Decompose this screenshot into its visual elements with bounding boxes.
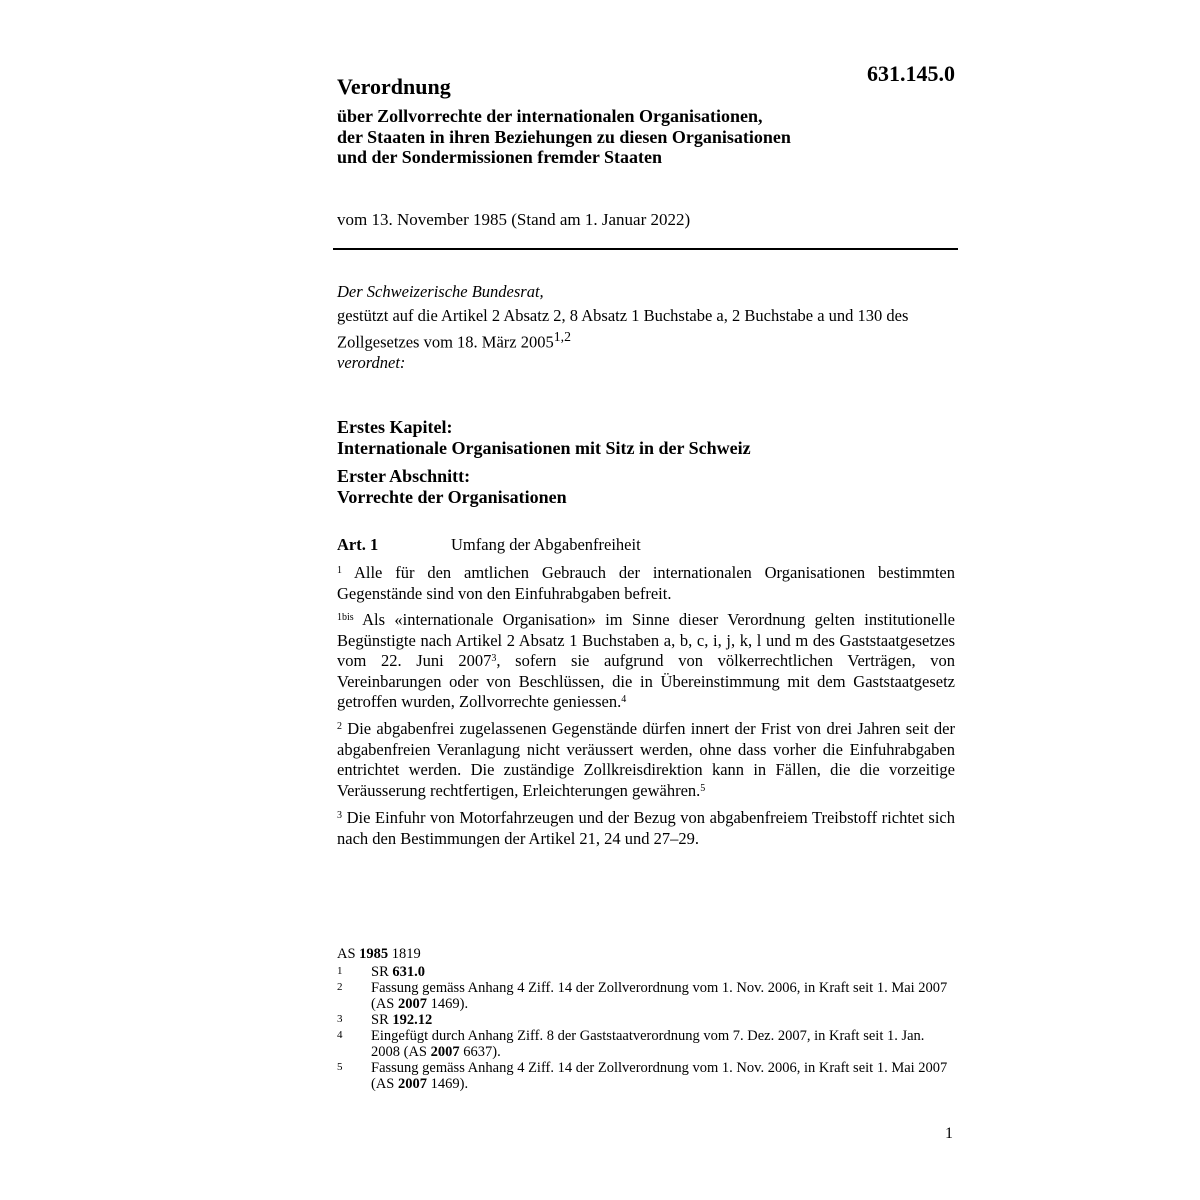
paragraph-text: Als «internationale Organisation» im Sinne dieser Verordnung gelten institutionelle Begünstigte nach Artikel 2 Absatz 1 Buchstaben a, b, c, i, j, k, l und m des Gaststaatgesetzes vom 22. Juni 2007 bbox=[337, 610, 955, 670]
footnote-text-part: Fassung gemäss Anhang 4 Ziff. 14 der Zollverordnung vom 1. Nov. 2006, in Kraft seit 1. Mai 2007 (AS bbox=[371, 1060, 948, 1092]
paragraph-marker: 1bis bbox=[337, 612, 354, 623]
footnote-ref[interactable]: 1,2 bbox=[553, 328, 571, 344]
footnote-text-bold: 2007 bbox=[398, 1076, 427, 1092]
paragraph-text: Die abgabenfrei zugelassenen Gegenstände dürfen innert der Frist von drei Jahren seit der abgabenfreien Veranlagung nicht veräussert werden, ohne dass vorher die Einfuhrabgaben entrichtet werden. Die zuständige Zollkreisdirektion kann in Fällen, die die vorzeitige Veräusserung rechtfertigen, Erleichterungen gewähren. bbox=[337, 719, 956, 800]
paragraph-marker: 3 bbox=[337, 810, 342, 821]
footnote-text-part: 1469). bbox=[427, 996, 469, 1012]
chapter-heading bbox=[337, 417, 751, 458]
footnote-number: 4 bbox=[337, 1029, 343, 1041]
footnotes-block bbox=[337, 946, 957, 1092]
subtitle-line: über Zollvorrechte der internationalen Organisationen, bbox=[337, 106, 763, 126]
footnote bbox=[337, 980, 957, 1012]
paragraph-marker: 2 bbox=[337, 721, 342, 732]
chapter-title: Internationale Organisationen mit Sitz in der Schweiz bbox=[337, 437, 751, 458]
footnote-text bbox=[371, 1060, 957, 1092]
preamble-decree: verordnet: bbox=[337, 353, 406, 372]
footnote-text-bold: 192.12 bbox=[392, 1012, 433, 1028]
subtitle-line: und der Sondermissionen fremder Staaten bbox=[337, 147, 663, 167]
document-subtitle bbox=[337, 106, 791, 168]
page-number: 1 bbox=[945, 1125, 953, 1142]
chapter-label: Erstes Kapitel: bbox=[337, 417, 453, 437]
date-line: vom 13. November 1985 (Stand am 1. Januar 2022) bbox=[337, 210, 691, 229]
article-paragraph bbox=[337, 719, 955, 801]
footnote-number: 5 bbox=[337, 1061, 343, 1073]
footnote bbox=[337, 1028, 957, 1060]
subtitle-line: der Staaten in ihren Beziehungen zu diesen Organisationen bbox=[337, 126, 791, 147]
footnote-ref[interactable]: 4 bbox=[621, 694, 627, 705]
footnote bbox=[337, 1060, 957, 1092]
footnote-text bbox=[371, 1012, 957, 1028]
footnote-text-bold: 631.0 bbox=[392, 964, 425, 980]
horizontal-rule bbox=[333, 248, 958, 250]
footnote-text-part: SR bbox=[371, 1012, 393, 1028]
article-number: Art. 1 bbox=[337, 535, 379, 554]
as-reference bbox=[337, 946, 957, 962]
footnote-number: 1 bbox=[337, 965, 343, 977]
section-heading bbox=[337, 466, 567, 507]
paragraph-marker: 1 bbox=[337, 565, 342, 576]
article-paragraph bbox=[337, 808, 955, 849]
preamble-basis-text: gestützt auf die Artikel 2 Absatz 2, 8 Absatz 1 Buchstabe a, 2 Buchstabe a und 130 des Zollgesetzes vom 18. März 2005 bbox=[337, 306, 909, 351]
article-paragraph bbox=[337, 610, 955, 713]
footnote-text-part: Fassung gemäss Anhang 4 Ziff. 14 der Zollverordnung vom 1. Nov. 2006, in Kraft seit 1. Mai 2007 (AS bbox=[371, 980, 948, 1012]
article-paragraph bbox=[337, 563, 955, 604]
footnote-text-part: 6637). bbox=[459, 1044, 501, 1060]
paragraph-text: Alle für den amtlichen Gebrauch der internationalen Organisationen bestimmten Gegenstände sind von den Einfuhrabgaben befreit. bbox=[337, 563, 955, 603]
footnote-ref[interactable]: 3 bbox=[491, 653, 497, 664]
paragraph-text: Die Einfuhr von Motorfahrzeugen und der Bezug von abgabenfreiem Treibstoff richtet sich nach den Bestimmungen der Artikel 21, 24 und 27–29. bbox=[337, 808, 956, 848]
paragraph-text: , sofern sie aufgrund von völkerrechtlichen Verträgen, von Vereinbarungen oder von Beschlüssen, die in Übereinstimmung mit dem Gaststaatgesetz getroffen wurden, Zollvorrechte geniessen. bbox=[337, 651, 956, 711]
footnote-text bbox=[371, 980, 957, 1012]
article-heading bbox=[337, 535, 641, 556]
footnote-ref[interactable]: 5 bbox=[700, 782, 706, 794]
footnote-number: 2 bbox=[337, 981, 343, 993]
section-label: Erster Abschnitt: bbox=[337, 466, 471, 486]
document-title: Verordnung bbox=[337, 74, 451, 99]
footnote-text-part: 1469). bbox=[427, 1076, 469, 1092]
as-year: 1985 bbox=[359, 946, 389, 962]
footnote-text-part: Eingefügt durch Anhang Ziff. 8 der Gaststaatverordnung vom 7. Dez. 2007, in Kraft seit 1. Jan. 2008 (AS bbox=[371, 1028, 925, 1060]
as-prefix: AS bbox=[337, 946, 356, 962]
section-title: Vorrechte der Organisationen bbox=[337, 486, 567, 507]
article-title: Umfang der Abgabenfreiheit bbox=[451, 535, 641, 554]
as-page: 1819 bbox=[391, 946, 421, 962]
preamble-authority: Der Schweizerische Bundesrat, bbox=[337, 282, 544, 301]
footnote-text bbox=[371, 1028, 957, 1060]
footnote bbox=[337, 964, 957, 980]
footnote-text-part: SR bbox=[371, 964, 393, 980]
footnote bbox=[337, 1012, 957, 1028]
footnote-text-bold: 2007 bbox=[430, 1044, 460, 1060]
preamble-basis bbox=[337, 306, 955, 353]
footnote-text-bold: 2007 bbox=[398, 996, 427, 1012]
sr-number: 631.145.0 bbox=[867, 61, 955, 86]
footnote-number: 3 bbox=[337, 1013, 343, 1025]
footnote-text bbox=[371, 964, 957, 980]
